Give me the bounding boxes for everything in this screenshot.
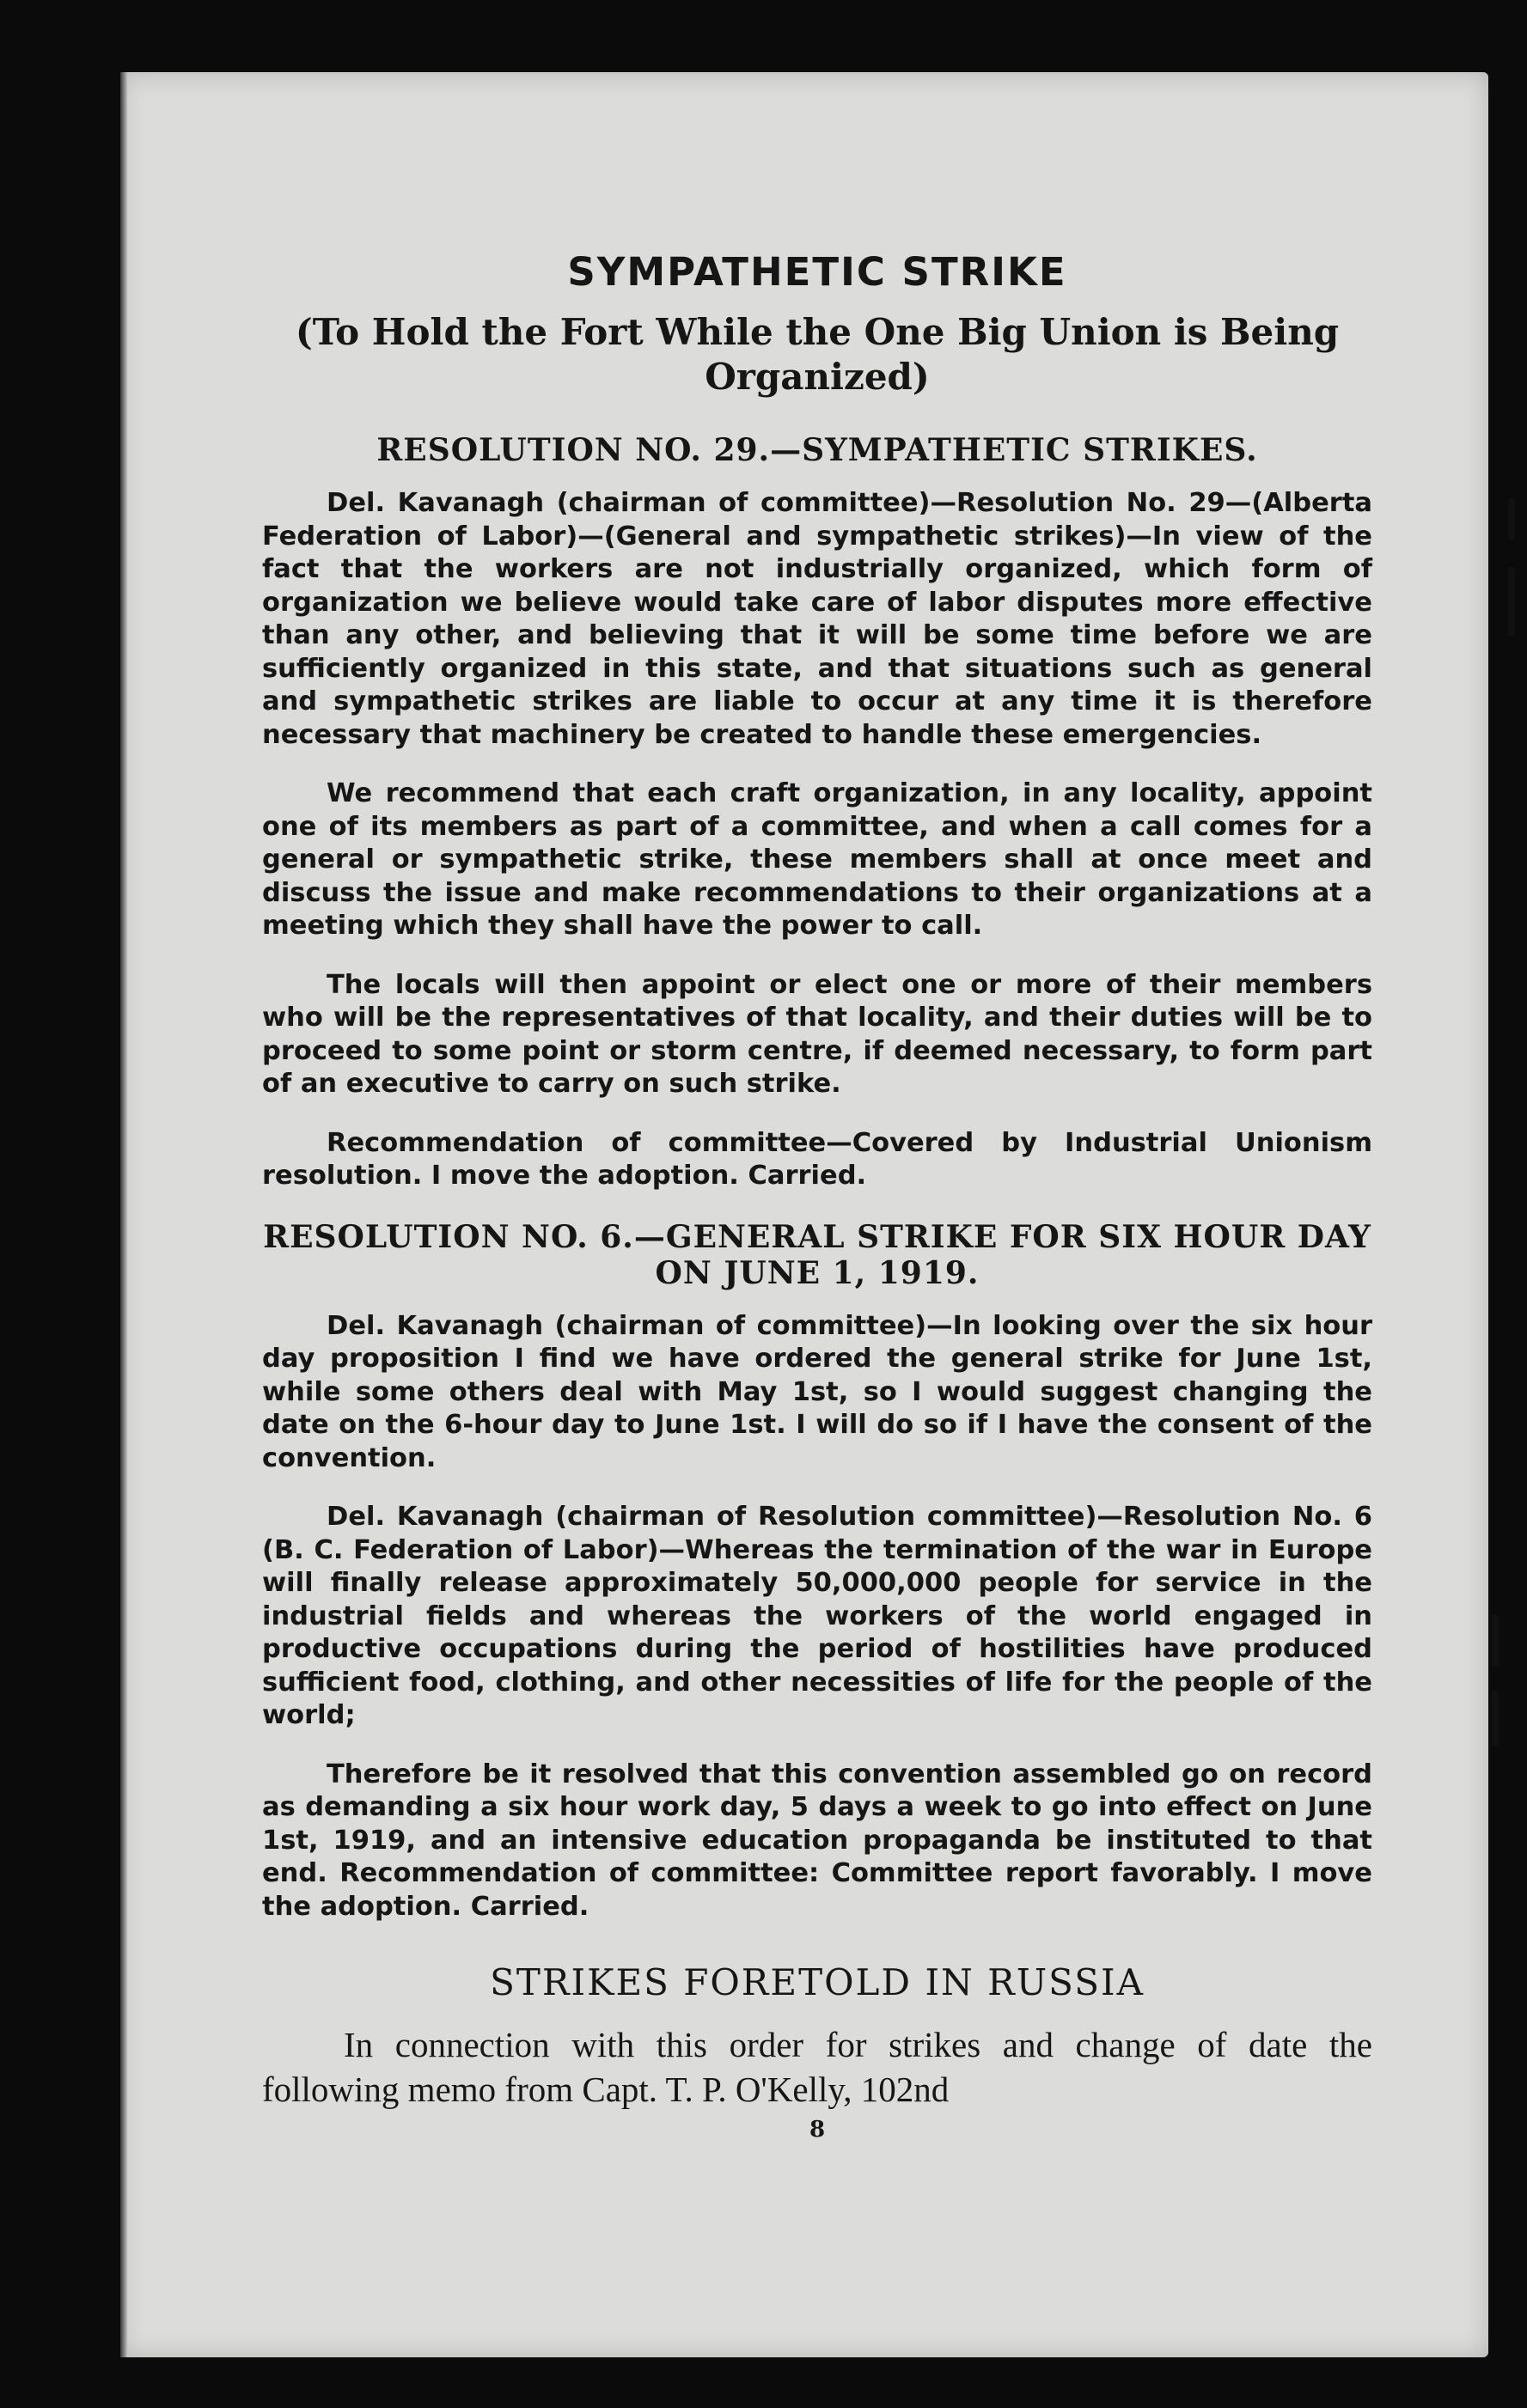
resolution-29-paragraph: The locals will then appoint or elect one or more of their members who will be the representatives of that locality, and their duties will be to proceed to some point or storm centre, if deemed necessary, to form part of an executive to carry on such strike. (262, 969, 1372, 1099)
document-body (262, 249, 1372, 2143)
resolution-6-heading: RESOLUTION NO. 6.—GENERAL STRIKE FOR SIX HOUR DAY ON JUNE 1, 1919. (263, 1218, 1371, 1291)
binding-mark (1492, 1615, 1499, 1667)
binding-mark (1492, 1691, 1499, 1746)
russia-section-text: In connection with this order for strikes and change of date the following memo from Capt. T. P. O'Kelly, 102nd (262, 2025, 1372, 2109)
page-number: 8 (809, 2117, 826, 2143)
resolution-6-paragraph: Therefore be it resolved that this convention assembled go on record as demanding a six hour work day, 5 days a week to go into effect on June 1st, 1919, and an intensive education propaganda be instituted to that end. Recommendation of committee: Committee report favorably. I move the adoption. Carried. (262, 1759, 1372, 1922)
document-subtitle: (To Hold the Fort While the One Big Union is Being Organized) (295, 311, 1340, 398)
resolution-29-paragraph: Recommendation of committee—Covered by Industrial Unionism resolution. I move the adoption. Carried. (262, 1127, 1372, 1191)
binding-mark (1508, 498, 1515, 540)
resolution-29-paragraph: Del. Kavanagh (chairman of committee)—Resolution No. 29—(Alberta Federation of Labor)—(General and sympathetic strikes)—In view of the fact that the workers are not industrially organized, which form of organization we believe would take care of labor disputes more effective than any other, and believing that it will be some time before we are sufficiently organized in this state, and that situations such as general and sympathetic strikes are liable to occur at any time it is therefore necessary that machinery be created to handle these emergencies. (262, 488, 1372, 750)
binding-mark (1508, 567, 1515, 636)
resolution-6-paragraph: Del. Kavanagh (chairman of Resolution committee)—Resolution No. 6 (B. C. Federation of Labor)—Whereas the termination of the war in Europe will finally release approximately 50,000,000 people for service in the industrial fields and whereas the workers of the world engaged in productive occupations during the period of hostilities have produced sufficient food, clothing, and other necessities of life for the people of the world; (262, 1502, 1372, 1730)
page-edge-shadow (120, 72, 127, 2357)
resolution-6-paragraph: Del. Kavanagh (chairman of committee)—In looking over the six hour day proposition I find we have ordered the general strike for June 1st, while some others deal with May 1st, so I would suggest changing the date on the 6-hour day to June 1st. I will do so if I have the consent of the convention. (262, 1310, 1372, 1473)
resolution-29-heading: RESOLUTION NO. 29.—SYMPATHETIC STRIKES. (376, 432, 1258, 468)
russia-section-title: STRIKES FORETOLD IN RUSSIA (490, 1961, 1145, 2003)
document-title: SYMPATHETIC STRIKE (567, 249, 1067, 295)
resolution-29-paragraph: We recommend that each craft organization, in any locality, appoint one of its members as part of a committee, and when a call comes for a general or sympathetic strike, these members shall at once meet and discuss the issue and make recommendations to their organizations at a meeting which they shall have the power to call. (262, 778, 1372, 941)
